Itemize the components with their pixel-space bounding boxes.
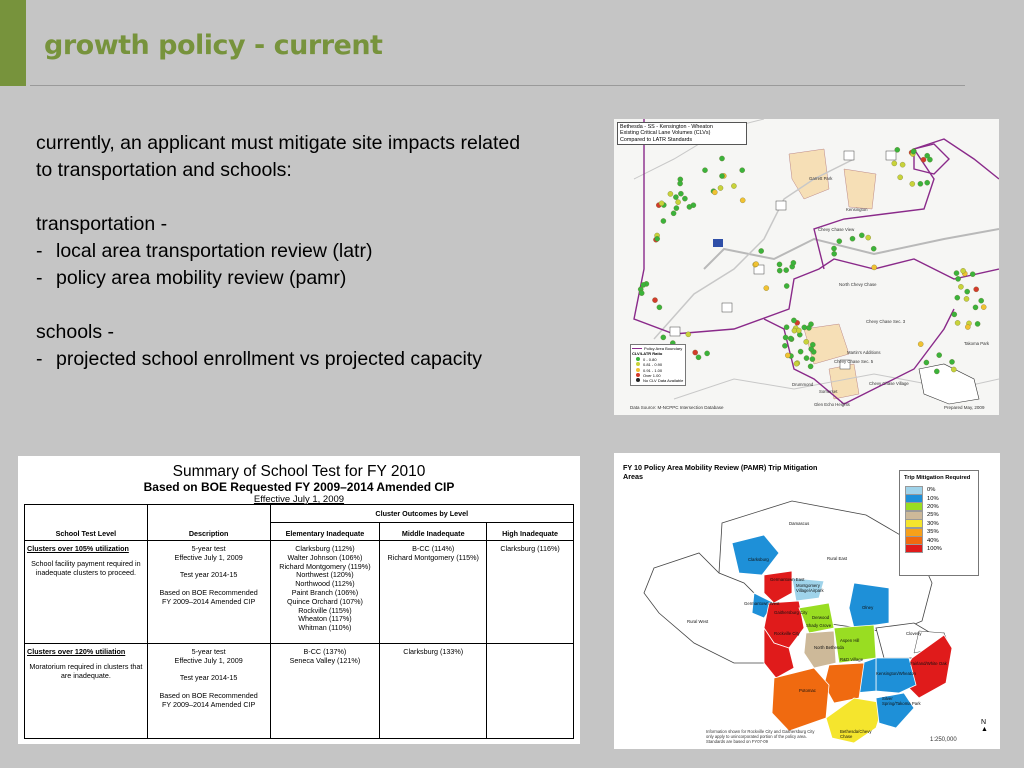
elementary-cluster: Clarksburg (112%) <box>295 544 355 553</box>
high-cell <box>487 541 574 644</box>
pamr-legend-label: 30% <box>927 520 939 527</box>
clv-legend-item: 0 - 0.80 <box>632 357 684 362</box>
intersection-dot <box>791 260 796 265</box>
intersection-dot <box>794 361 799 366</box>
clv-map-title-box <box>617 122 747 145</box>
high-cell <box>487 644 574 739</box>
middle-cluster: Clarksburg (133%) <box>403 647 464 656</box>
intersection-dot <box>661 218 666 223</box>
pamr-area-label: Germantown West <box>744 601 780 606</box>
header-level: School Test Level <box>55 529 117 538</box>
pamr-area-label: Potomac <box>799 688 816 693</box>
schools-item <box>36 346 611 373</box>
clv-map-source: Data Source: M-NCPPC Intersection Database <box>630 405 724 410</box>
pamr-scale: 1:250,000 <box>930 737 957 743</box>
pamr-area-label: Bethesda/Chevy Chase <box>840 729 872 739</box>
pamr-legend-label: 20% <box>927 503 939 510</box>
pamr-legend-label: 25% <box>927 512 939 519</box>
school-test-table <box>24 504 574 739</box>
transportation-item-pamr <box>36 265 611 292</box>
description-line: Effective July 1, 2009 <box>174 552 243 562</box>
clv-place-label: Chevy Chase Sec. 5 <box>834 359 874 364</box>
legend-dot-icon <box>636 373 640 377</box>
clv-legend-item: Over 1.00 <box>632 373 684 378</box>
intersection-dot <box>718 185 723 190</box>
clv-place-label: Somerset <box>819 389 838 394</box>
elementary-cluster: Richard Montgomery (119%) <box>279 561 371 571</box>
bullet-dash: - <box>36 348 43 370</box>
description-line: Effective July 1, 2009 <box>174 655 243 665</box>
pamr-area-label: North Bethesda <box>814 645 844 650</box>
intersection-dot <box>898 175 903 180</box>
legend-dot-icon <box>636 378 640 382</box>
school-table-subtitle: Based on BOE Requested FY 2009–2014 Amended CIP <box>143 480 455 494</box>
intersection-dot <box>900 162 905 167</box>
intersection-dot <box>657 305 662 310</box>
schools-heading: schools - <box>36 321 115 343</box>
pamr-area-label: Fairland/White Oak <box>910 661 947 666</box>
level-description: Moratorium required in clusters that are inadequate. <box>29 661 143 680</box>
description-line: FY 2009–2014 Amended CIP <box>161 699 256 709</box>
clv-place-label: Chevy Chase Sec. 3 <box>866 319 906 324</box>
level-title: Clusters over 105% utilization <box>27 544 129 553</box>
header-high: High Inadequate <box>487 523 574 541</box>
pamr-area-label: R&D Village <box>840 657 864 662</box>
intersection-dot <box>937 353 942 358</box>
header-middle: Middle Inadequate <box>380 523 487 541</box>
intersection-dot <box>952 312 957 317</box>
pamr-area-label: Damascus <box>789 521 810 526</box>
intersection-dot <box>777 268 782 273</box>
intersection-dot <box>951 367 956 372</box>
transportation-item-pamr-text: policy area mobility review (pamr) <box>56 267 347 289</box>
middle-cluster: Richard Montgomery (115%) <box>387 552 479 562</box>
clv-legend-title: CLV/LATR Ratio <box>632 351 663 357</box>
intersection-dot <box>975 321 980 326</box>
intersection-dot <box>686 332 691 337</box>
clv-place-label: Martin's Additions <box>847 350 881 355</box>
clv-map-title-line: Bethesda - SS - Kensington - Wheaton <box>620 124 713 130</box>
intersection-dot <box>871 246 876 251</box>
pamr-map-title: FY 10 Policy Area Mobility Review (PAMR) Trip Mitigation Areas <box>623 463 818 481</box>
header-description: Description <box>188 529 229 538</box>
intersection-dot <box>659 201 664 206</box>
intersection-dot <box>796 328 801 333</box>
intersection-dot <box>892 161 897 166</box>
description-cell <box>147 644 270 739</box>
school-table-effective: Effective July 1, 2009 <box>253 494 345 505</box>
intersection-dot <box>949 359 954 364</box>
pamr-area-label: Montgomery Village/Airpark <box>796 583 824 593</box>
clv-legend-item: 0.81 - 0.90 <box>632 362 684 367</box>
pamr-legend-title: Trip Mitigation Required <box>904 475 971 481</box>
pamr-area-label: Gaithersburg City <box>774 610 808 615</box>
pamr-area-label: Rural East <box>827 556 848 561</box>
clv-place-label: Chevy Chase Village <box>869 381 909 386</box>
pamr-area-label: Rural West <box>687 619 709 624</box>
intersection-dot <box>652 298 657 303</box>
clv-place-label: Takoma Park <box>964 341 990 346</box>
clv-place-label: Drummond <box>792 382 814 387</box>
level-cell <box>25 541 148 644</box>
intersection-dot <box>782 343 787 348</box>
intersection-dot <box>731 183 736 188</box>
clv-map-title-line: Existing Critical Lane Volumes (CLVs) <box>620 130 711 137</box>
pamr-area-label: Olney <box>862 605 874 610</box>
clv-place-label: North Chevy Chase <box>839 282 877 287</box>
intersection-dot <box>674 206 679 211</box>
intersection-dot <box>784 283 789 288</box>
intersection-dot <box>740 198 745 203</box>
north-label: N <box>981 719 987 726</box>
table-row <box>25 541 574 644</box>
pamr-area-label: Germantown East <box>770 577 805 582</box>
description-lines <box>148 541 270 611</box>
header-cluster-outcomes: Cluster Outcomes by Level <box>375 509 469 518</box>
intersection-dot <box>808 364 813 369</box>
intro-line-2: to transportation and schools: <box>36 159 292 181</box>
elementary-cluster: Seneca Valley (121%) <box>289 655 361 665</box>
middle-list <box>380 541 486 567</box>
elementary-cell <box>270 644 380 739</box>
intersection-dot <box>712 190 717 195</box>
school-test-table-panel <box>18 456 580 744</box>
intersection-dot <box>910 181 915 186</box>
elementary-cell <box>270 541 380 644</box>
intersection-dot <box>783 335 788 340</box>
schools-item-text: projected school enrollment vs projected capacity <box>56 348 482 370</box>
title-accent-bar <box>0 0 26 86</box>
intersection-dot <box>693 350 698 355</box>
north-arrow-icon: N ▲ <box>981 719 988 733</box>
intersection-dot <box>974 287 979 292</box>
intersection-dot <box>784 268 789 273</box>
intersection-dot <box>965 324 970 329</box>
transportation-item-latr <box>36 238 611 265</box>
high-list <box>487 644 573 652</box>
pamr-legend-label: 40% <box>927 537 939 544</box>
transportation-item-latr-text: local area transportation review (latr) <box>56 240 373 262</box>
intersection-dot <box>954 271 959 276</box>
clv-map-title-line: Compared to LATR Standards <box>620 136 693 143</box>
intersection-dot <box>955 320 960 325</box>
elementary-cluster: Northwood (112%) <box>295 579 355 589</box>
intersection-dot <box>682 196 687 201</box>
intersection-dot <box>791 318 796 323</box>
pamr-legend-label: 10% <box>927 495 939 502</box>
intersection-dot <box>777 262 782 267</box>
description-line: 5-year test <box>191 647 226 656</box>
title-divider <box>30 85 965 86</box>
pamr-legend-rows <box>900 486 978 553</box>
clv-map <box>614 119 999 415</box>
intersection-dot <box>655 236 660 241</box>
intersection-dot <box>918 342 923 347</box>
clv-legend-item: No CLV Data Available <box>632 378 684 383</box>
intersection-dot <box>705 351 710 356</box>
elementary-cluster: Wheaton (117%) <box>298 614 352 624</box>
intersection-dot <box>973 305 978 310</box>
intersection-dot <box>859 233 864 238</box>
middle-cluster: B-CC (114%) <box>412 544 455 553</box>
legend-dot-icon <box>636 368 640 372</box>
intersection-dot <box>964 296 969 301</box>
intersection-dot <box>719 156 724 161</box>
intersection-dot <box>639 291 644 296</box>
intersection-dot <box>804 356 809 361</box>
intersection-dot <box>918 181 923 186</box>
header-elementary: Elementary Inadequate <box>270 523 380 541</box>
intersection-dot <box>696 355 701 360</box>
intersection-dot <box>673 195 678 200</box>
intersection-dot <box>678 191 683 196</box>
intersection-dot <box>921 157 926 162</box>
intersection-dot <box>788 336 793 341</box>
description-cell <box>147 541 270 644</box>
intersection-dot <box>831 246 836 251</box>
header-level-cell <box>25 505 148 541</box>
pamr-area-label: Shady Grove <box>806 623 832 628</box>
legend-dot-icon <box>636 357 640 361</box>
header-description-cell <box>147 505 270 541</box>
clv-map-prepared: Prepared May, 2009 <box>944 405 985 410</box>
clv-legend-items <box>632 357 684 384</box>
intersection-dot <box>804 339 809 344</box>
description-lines <box>148 644 270 714</box>
intersection-dot <box>668 191 673 196</box>
middle-cell <box>380 644 487 739</box>
high-list <box>487 541 573 558</box>
slide-title: growth policy - current <box>44 30 383 61</box>
intersection-dot <box>687 204 692 209</box>
pamr-area-label: Derwood <box>812 615 830 620</box>
intersection-dot <box>925 153 930 158</box>
clv-place-label: Kensington <box>846 207 868 212</box>
description-line: Based on BOE Recommended <box>159 690 258 700</box>
pamr-legend <box>899 470 979 576</box>
school-table-title: Summary of School Test for FY 2010 <box>172 463 426 480</box>
clv-legend-boundary-label: Policy Area Boundary <box>644 346 683 351</box>
intersection-dot <box>809 346 814 351</box>
clv-place-label: Chevy Chase View <box>818 227 855 232</box>
intersection-dot <box>958 284 963 289</box>
elementary-cluster: Quince Orchard (107%) <box>286 596 363 606</box>
intersection-dot <box>754 262 759 267</box>
pamr-area-label: Kensington/Wheaton <box>876 671 916 676</box>
table-row <box>25 644 574 739</box>
description-line: Based on BOE Recommended <box>159 587 258 597</box>
pamr-legend-row <box>905 545 978 553</box>
header-outcomes-cell <box>270 505 573 523</box>
intersection-dot <box>850 236 855 241</box>
elementary-cluster: Northwest (120%) <box>296 570 354 580</box>
intro-line-1: currently, an applicant must mitigate site impacts related <box>36 132 521 154</box>
body-text <box>36 130 611 373</box>
intersection-dot <box>740 168 745 173</box>
pamr-area-label: Clarksburg <box>748 557 769 562</box>
intersection-dot <box>808 322 813 327</box>
pamr-area-label: Aspen Hill <box>840 638 860 643</box>
intersection-dot <box>759 248 764 253</box>
intersection-dot <box>965 289 970 294</box>
pamr-legend-label: 35% <box>927 529 939 536</box>
clv-place-label: Glen Echo Heights <box>814 402 850 407</box>
elementary-cluster: Rockville (115%) <box>298 605 352 615</box>
intersection-dot <box>676 200 681 205</box>
intersection-dot <box>872 265 877 270</box>
description-line: Test year 2014-15 <box>179 570 238 580</box>
pamr-legend-label: 100% <box>927 545 942 552</box>
clv-legend <box>630 344 686 386</box>
intersection-dot <box>837 239 842 244</box>
intersection-dot <box>671 211 676 216</box>
elementary-cluster: B-CC (137%) <box>303 647 347 656</box>
description-line: 5-year test <box>191 544 226 553</box>
pamr-area-label: Cloverly <box>906 631 922 636</box>
intersection-dot <box>641 282 646 287</box>
elementary-cluster: Whitman (110%) <box>298 623 352 633</box>
intersection-dot <box>810 357 815 362</box>
level-cell <box>25 644 148 739</box>
middle-cell <box>380 541 487 644</box>
intersection-dot <box>981 305 986 310</box>
pamr-map <box>614 453 1000 749</box>
legend-dot-icon <box>636 362 640 366</box>
intersection-dot <box>979 298 984 303</box>
intersection-dot <box>784 325 789 330</box>
intersection-dot <box>970 272 975 277</box>
intersection-dot <box>678 181 683 186</box>
intersection-dot <box>764 286 769 291</box>
middle-list <box>380 644 486 661</box>
intersection-dot <box>832 251 837 256</box>
elementary-list <box>271 644 380 670</box>
intersection-dot <box>911 149 916 154</box>
intersection-dot <box>785 353 790 358</box>
pamr-legend-label: 0% <box>927 487 936 494</box>
intersection-dot <box>955 295 960 300</box>
intersection-dot <box>802 325 807 330</box>
level-title: Clusters over 120% utiliation <box>27 647 126 656</box>
intersection-dot <box>925 180 930 185</box>
description-line: Test year 2014-15 <box>179 673 238 683</box>
clv-place-label: Garrett Park <box>809 176 833 181</box>
intersection-dot <box>924 360 929 365</box>
elementary-list <box>271 541 380 637</box>
intersection-dot <box>956 276 961 281</box>
level-description: School facility payment required in inadequate clusters to proceed. <box>31 558 141 577</box>
intersection-dot <box>661 335 666 340</box>
intersection-dot <box>895 147 900 152</box>
intersection-dot <box>719 173 724 178</box>
elementary-cluster: Walter Johnson (106%) <box>287 552 363 562</box>
elementary-cluster: Paint Branch (106%) <box>291 587 359 597</box>
intersection-dot <box>934 369 939 374</box>
transportation-heading: transportation - <box>36 213 168 235</box>
intersection-dot <box>702 168 707 173</box>
high-cluster: Clarksburg (116%) <box>500 544 560 553</box>
bullet-dash: - <box>36 267 43 289</box>
intersection-dot <box>961 268 966 273</box>
description-line: FY 2009–2014 Amended CIP <box>161 596 256 606</box>
pamr-area-label: Rockville City <box>774 631 800 636</box>
intersection-dot <box>798 349 803 354</box>
legend-swatch <box>905 544 923 553</box>
intersection-dot <box>866 235 871 240</box>
clv-legend-item: 0.91 - 1.00 <box>632 368 684 373</box>
pamr-area-label: Silver Spring/Takoma Park <box>882 696 921 706</box>
bullet-dash: - <box>36 240 43 262</box>
pamr-footnote: Information shown for Rockville City and Gaithersburg City only apply to unincorporated portion of the policy area. Standards are based on FY07-09 <box>706 729 815 744</box>
